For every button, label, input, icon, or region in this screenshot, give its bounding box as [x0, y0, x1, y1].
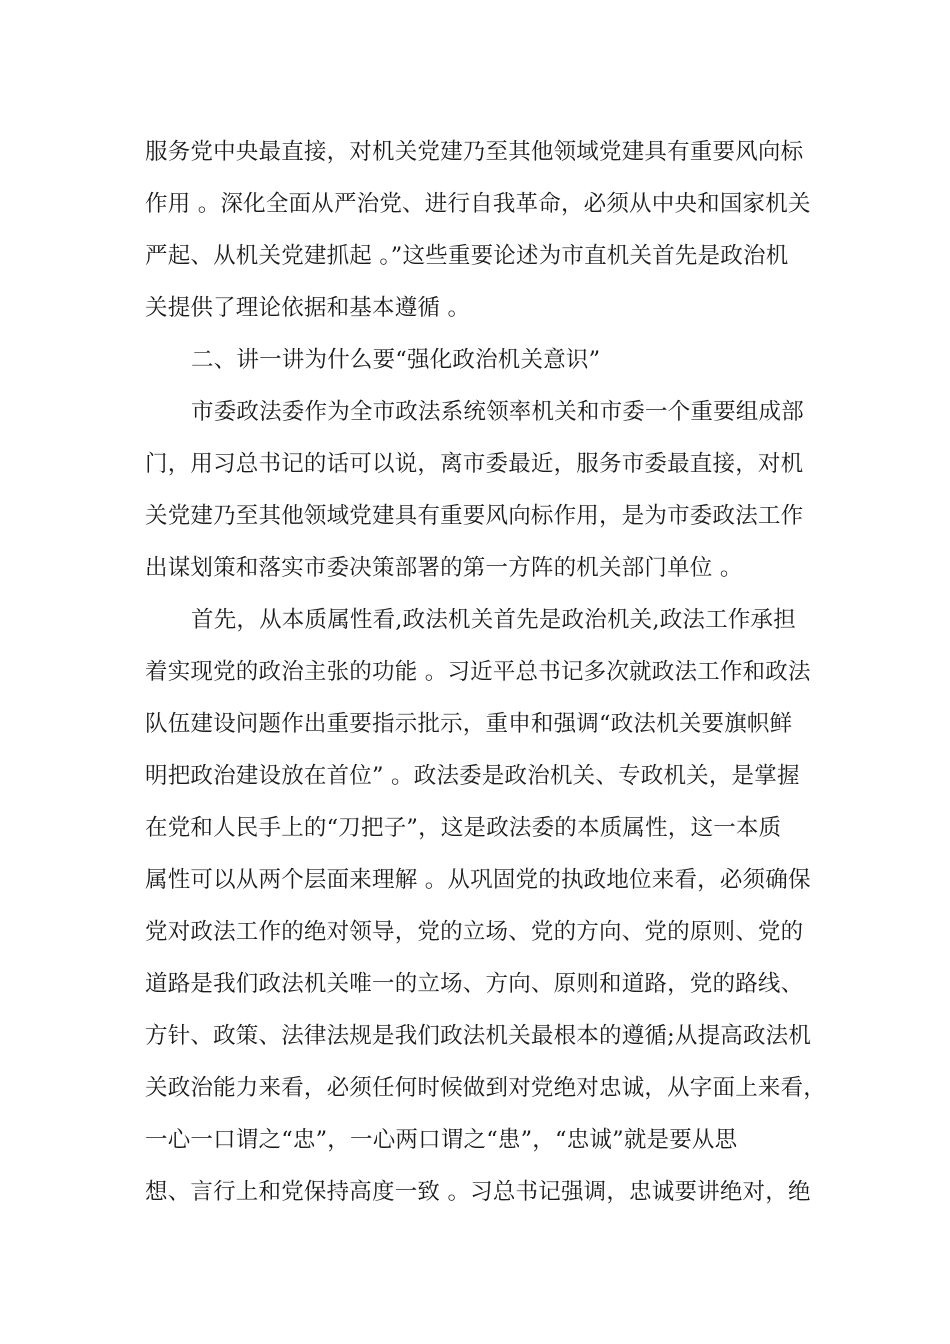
text-line: 作用 。深化全面从严治党、进行自我革命，必须从中央和国家机关: [145, 191, 811, 217]
text-line: 队伍建设问题作出重要指示批示，重申和强调“政法机关要旗帜鲜: [145, 711, 793, 737]
paragraph-first-line: 首先，从本质属性看,政法机关首先是政治机关,政法工作承担: [191, 607, 796, 633]
text-line: 关提供了理论依据和基本遵循 。: [145, 295, 471, 321]
text-line: 一心一口谓之“忠”，一心两口谓之“患”，“忠诚”就是要从思: [145, 1127, 738, 1153]
text-line: 党对政法工作的绝对领导，党的立场、党的方向、党的原则、党的: [145, 919, 804, 945]
text-line: 想、言行上和党保持高度一致 。习总书记强调，忠诚要讲绝对，绝: [145, 1179, 811, 1205]
text-line: 服务党中央最直接，对机关党建乃至其他领域党建具有重要风向标: [145, 139, 804, 165]
body-text: [145, 126, 827, 1218]
text-line: 关政治能力来看，必须任何时候做到对党绝对忠诚，从字面上来看，: [145, 1075, 827, 1101]
text-line: 出谋划策和落实市委决策部署的第一方阵的机关部门单位 。: [145, 555, 743, 581]
text-line: 严起、从机关党建抓起 。”这些重要论述为市直机关首先是政治机: [145, 243, 789, 269]
text-line: 属性可以从两个层面来理解 。从巩固党的执政地位来看，必须确保: [145, 867, 811, 893]
text-line: 明把政治建设放在首位” 。政法委是政治机关、专政机关，是掌握: [145, 763, 800, 789]
paragraph-first-line: 二、讲一讲为什么要“强化政治机关意识”: [191, 347, 601, 373]
paragraph-first-line: 市委政法委作为全市政法系统领率机关和市委一个重要组成部: [191, 399, 804, 425]
text-line: 在党和人民手上的“刀把子”，这是政法委的本质属性，这一本质: [145, 815, 782, 841]
text-line: 关党建乃至其他领域党建具有重要风向标作用，是为市委政法工作: [145, 503, 804, 529]
text-line: 着实现党的政治主张的功能 。习近平总书记多次就政法工作和政法: [145, 659, 811, 685]
text-line: 门，用习总书记的话可以说，离市委最近，服务市委最直接，对机: [145, 451, 804, 477]
text-line: 方针、政策、法律法规是我们政法机关最根本的遵循;从提高政法机: [145, 1023, 812, 1049]
text-line: 道路是我们政法机关唯一的立场、方向、原则和道路，党的路线、: [145, 971, 804, 997]
